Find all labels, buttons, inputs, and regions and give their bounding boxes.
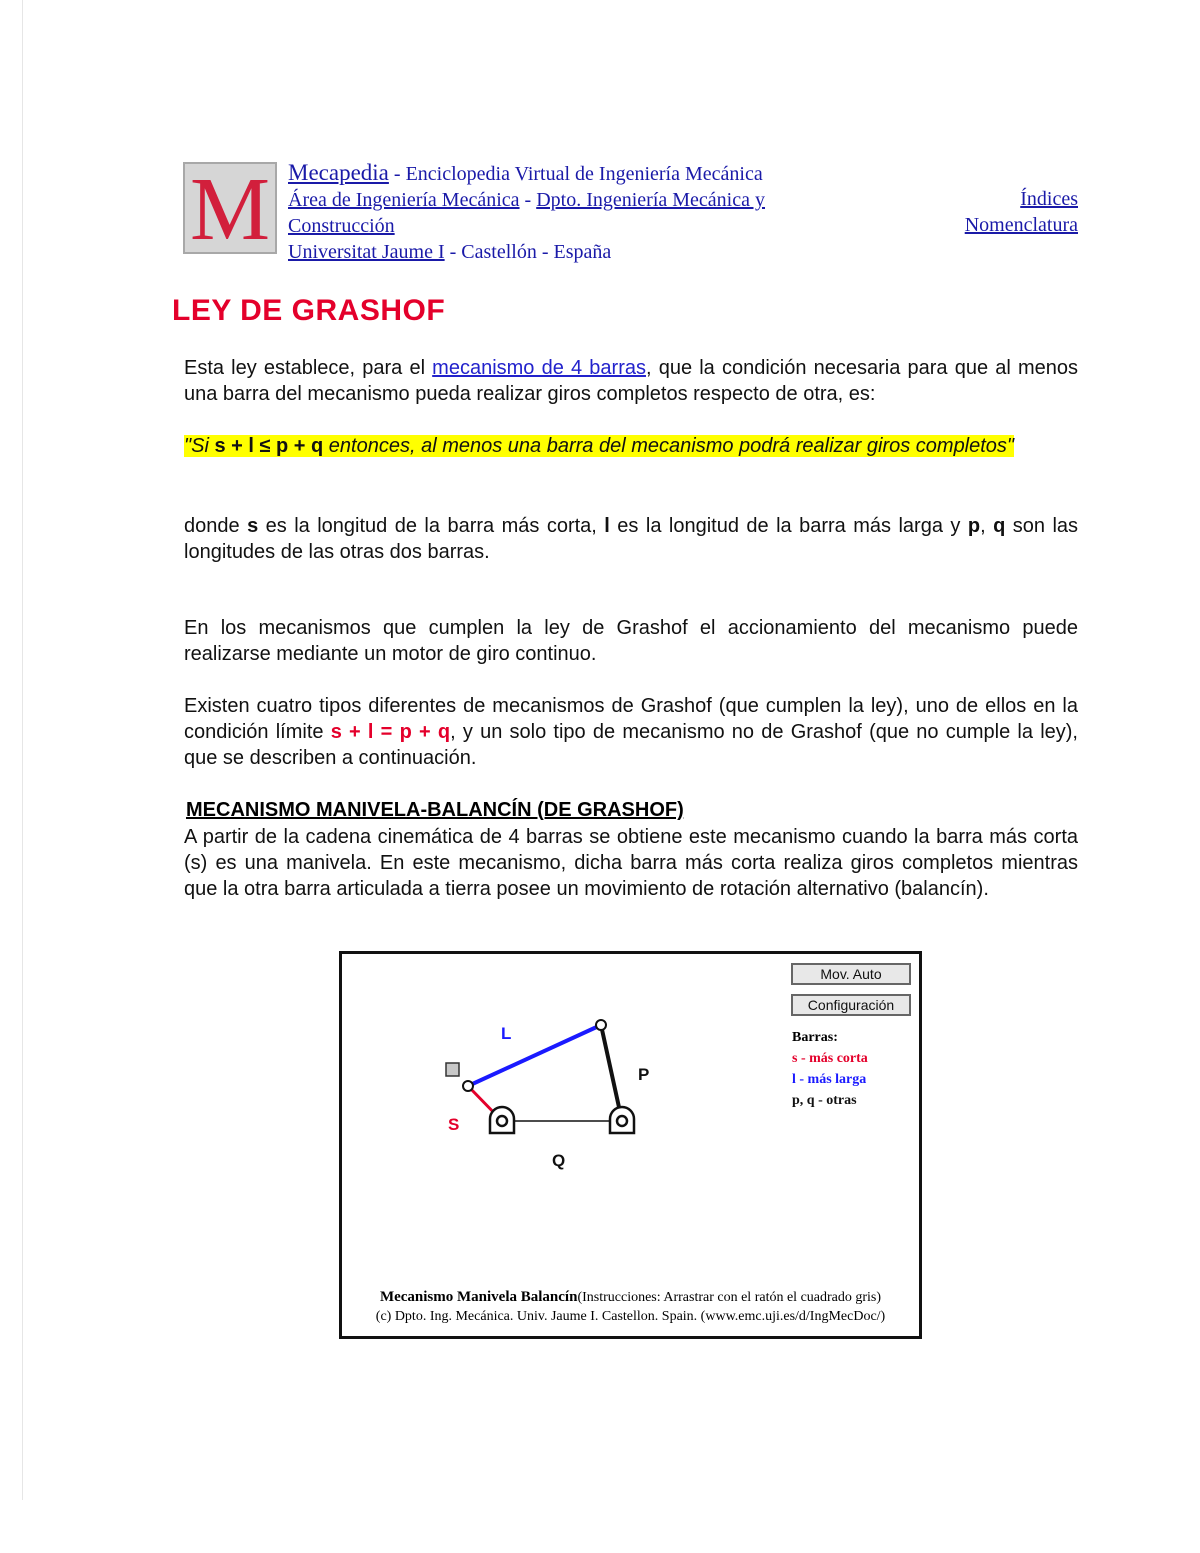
- right-ground-support: [610, 1107, 634, 1133]
- page-title: LEY DE GRASHOF: [172, 294, 446, 327]
- caption-title: Mecanismo Manivela Balancín: [379, 1289, 578, 1305]
- legend-title: Barras:: [792, 1030, 838, 1045]
- definitions-paragraph: donde s es la longitud de la barra más corta, l es la longitud de la barra más larga y p, q son las longitudes de las otras dos barras.: [184, 515, 1079, 563]
- joint-coupler-rocker: [596, 1020, 606, 1030]
- header-line-2: Área de Ingeniería Mecánica - Dpto. Ingeniería Mecánica y Construcción: [288, 189, 765, 237]
- bars-legend: [792, 1027, 868, 1111]
- site-subtitle: Enciclopedia Virtual de Ingeniería Mecánica: [405, 163, 763, 185]
- caption-instructions: (Instrucciones: Arrastrar con el ratón el cuadrado gris): [577, 1290, 882, 1305]
- mecapedia-link[interactable]: Mecapedia: [288, 160, 389, 185]
- header-line-1: Mecapedia - Enciclopedia Virtual de Ingeniería Mecánica: [288, 160, 763, 185]
- joint-crank-coupler: [463, 1081, 473, 1091]
- legend-shortest: s - más corta: [792, 1051, 868, 1066]
- label-P: P: [638, 1065, 650, 1084]
- label-Q: Q: [552, 1151, 566, 1170]
- types-paragraph: Existen cuatro tipos diferentes de mecanismos de Grashof (que cumplen la ley), uno de ellos en la condición límite s + l = p + q, y un solo tipo de mecanismo no de Grashof (que no cumple la ley), que se describen a continuación.: [184, 695, 1078, 769]
- header-right-links: [965, 186, 1078, 238]
- label-L: L: [501, 1024, 512, 1043]
- configuration-button[interactable]: Configuración: [791, 994, 911, 1016]
- legend-others: p, q - otras: [792, 1093, 857, 1108]
- intro-paragraph: Esta ley establece, para el mecanismo de 4 barras, que la condición necesaria para que al menos una barra del mecanismo pueda realizar giros completos respecto de otra, es:: [184, 357, 1078, 405]
- indices-link[interactable]: Índices: [1020, 188, 1078, 210]
- caption-credit: (c) Dpto. Ing. Mecánica. Univ. Jaume I. Castellon. Spain. (www.emc.uji.es/d/IngMecDoc/): [375, 1309, 886, 1324]
- page-margin-line: [22, 0, 23, 1500]
- label-S: S: [448, 1115, 460, 1134]
- left-ground-support: [490, 1107, 514, 1133]
- coupler-bar-l: [468, 1025, 601, 1086]
- applet-caption: [342, 1288, 919, 1326]
- legend-longest: l - más larga: [792, 1072, 867, 1087]
- university-link[interactable]: Universitat Jaume I: [288, 241, 445, 263]
- condition-formula: s + l ≤ p + q: [214, 435, 324, 457]
- mecapedia-logo[interactable]: [183, 160, 277, 259]
- motor-paragraph: En los mecanismos que cumplen la ley de Grashof el accionamiento del mecanismo puede realizarse mediante un motor de giro continuo.: [184, 617, 1078, 665]
- four-bar-mechanism-link[interactable]: mecanismo de 4 barras: [432, 357, 646, 379]
- logo-letter: M: [189, 160, 271, 259]
- auto-move-button[interactable]: Mov. Auto: [791, 963, 911, 985]
- section-body: A partir de la cadena cinemática de 4 barras se obtiene este mecanismo cuando la barra más corta (s) es una manivela. En este mecanismo, dicha barra más corta realiza giros completos mientras que la otra barra articulada a tierra posee un movimiento de rotación alternativo (balancín).: [184, 826, 1078, 900]
- dept-link[interactable]: Dpto. Ingeniería Mecánica y Construcción: [288, 189, 765, 237]
- area-link[interactable]: Área de Ingeniería Mecánica: [288, 189, 520, 211]
- nomenclatura-link[interactable]: Nomenclatura: [964, 214, 1078, 236]
- grashof-condition: "Si s + l ≤ p + q entonces, al menos una barra del mecanismo podrá realizar giros completos": [184, 435, 1015, 457]
- site-header: [288, 160, 848, 265]
- header-line-3: [288, 239, 848, 265]
- limit-formula: s + l = p + q: [330, 721, 451, 743]
- location-text: - Castellón - España: [444, 241, 612, 263]
- drag-handle[interactable]: [446, 1063, 459, 1076]
- mechanism-applet: [339, 951, 922, 1339]
- section-title: MECANISMO MANIVELA-BALANCÍN (DE GRASHOF): [186, 799, 684, 821]
